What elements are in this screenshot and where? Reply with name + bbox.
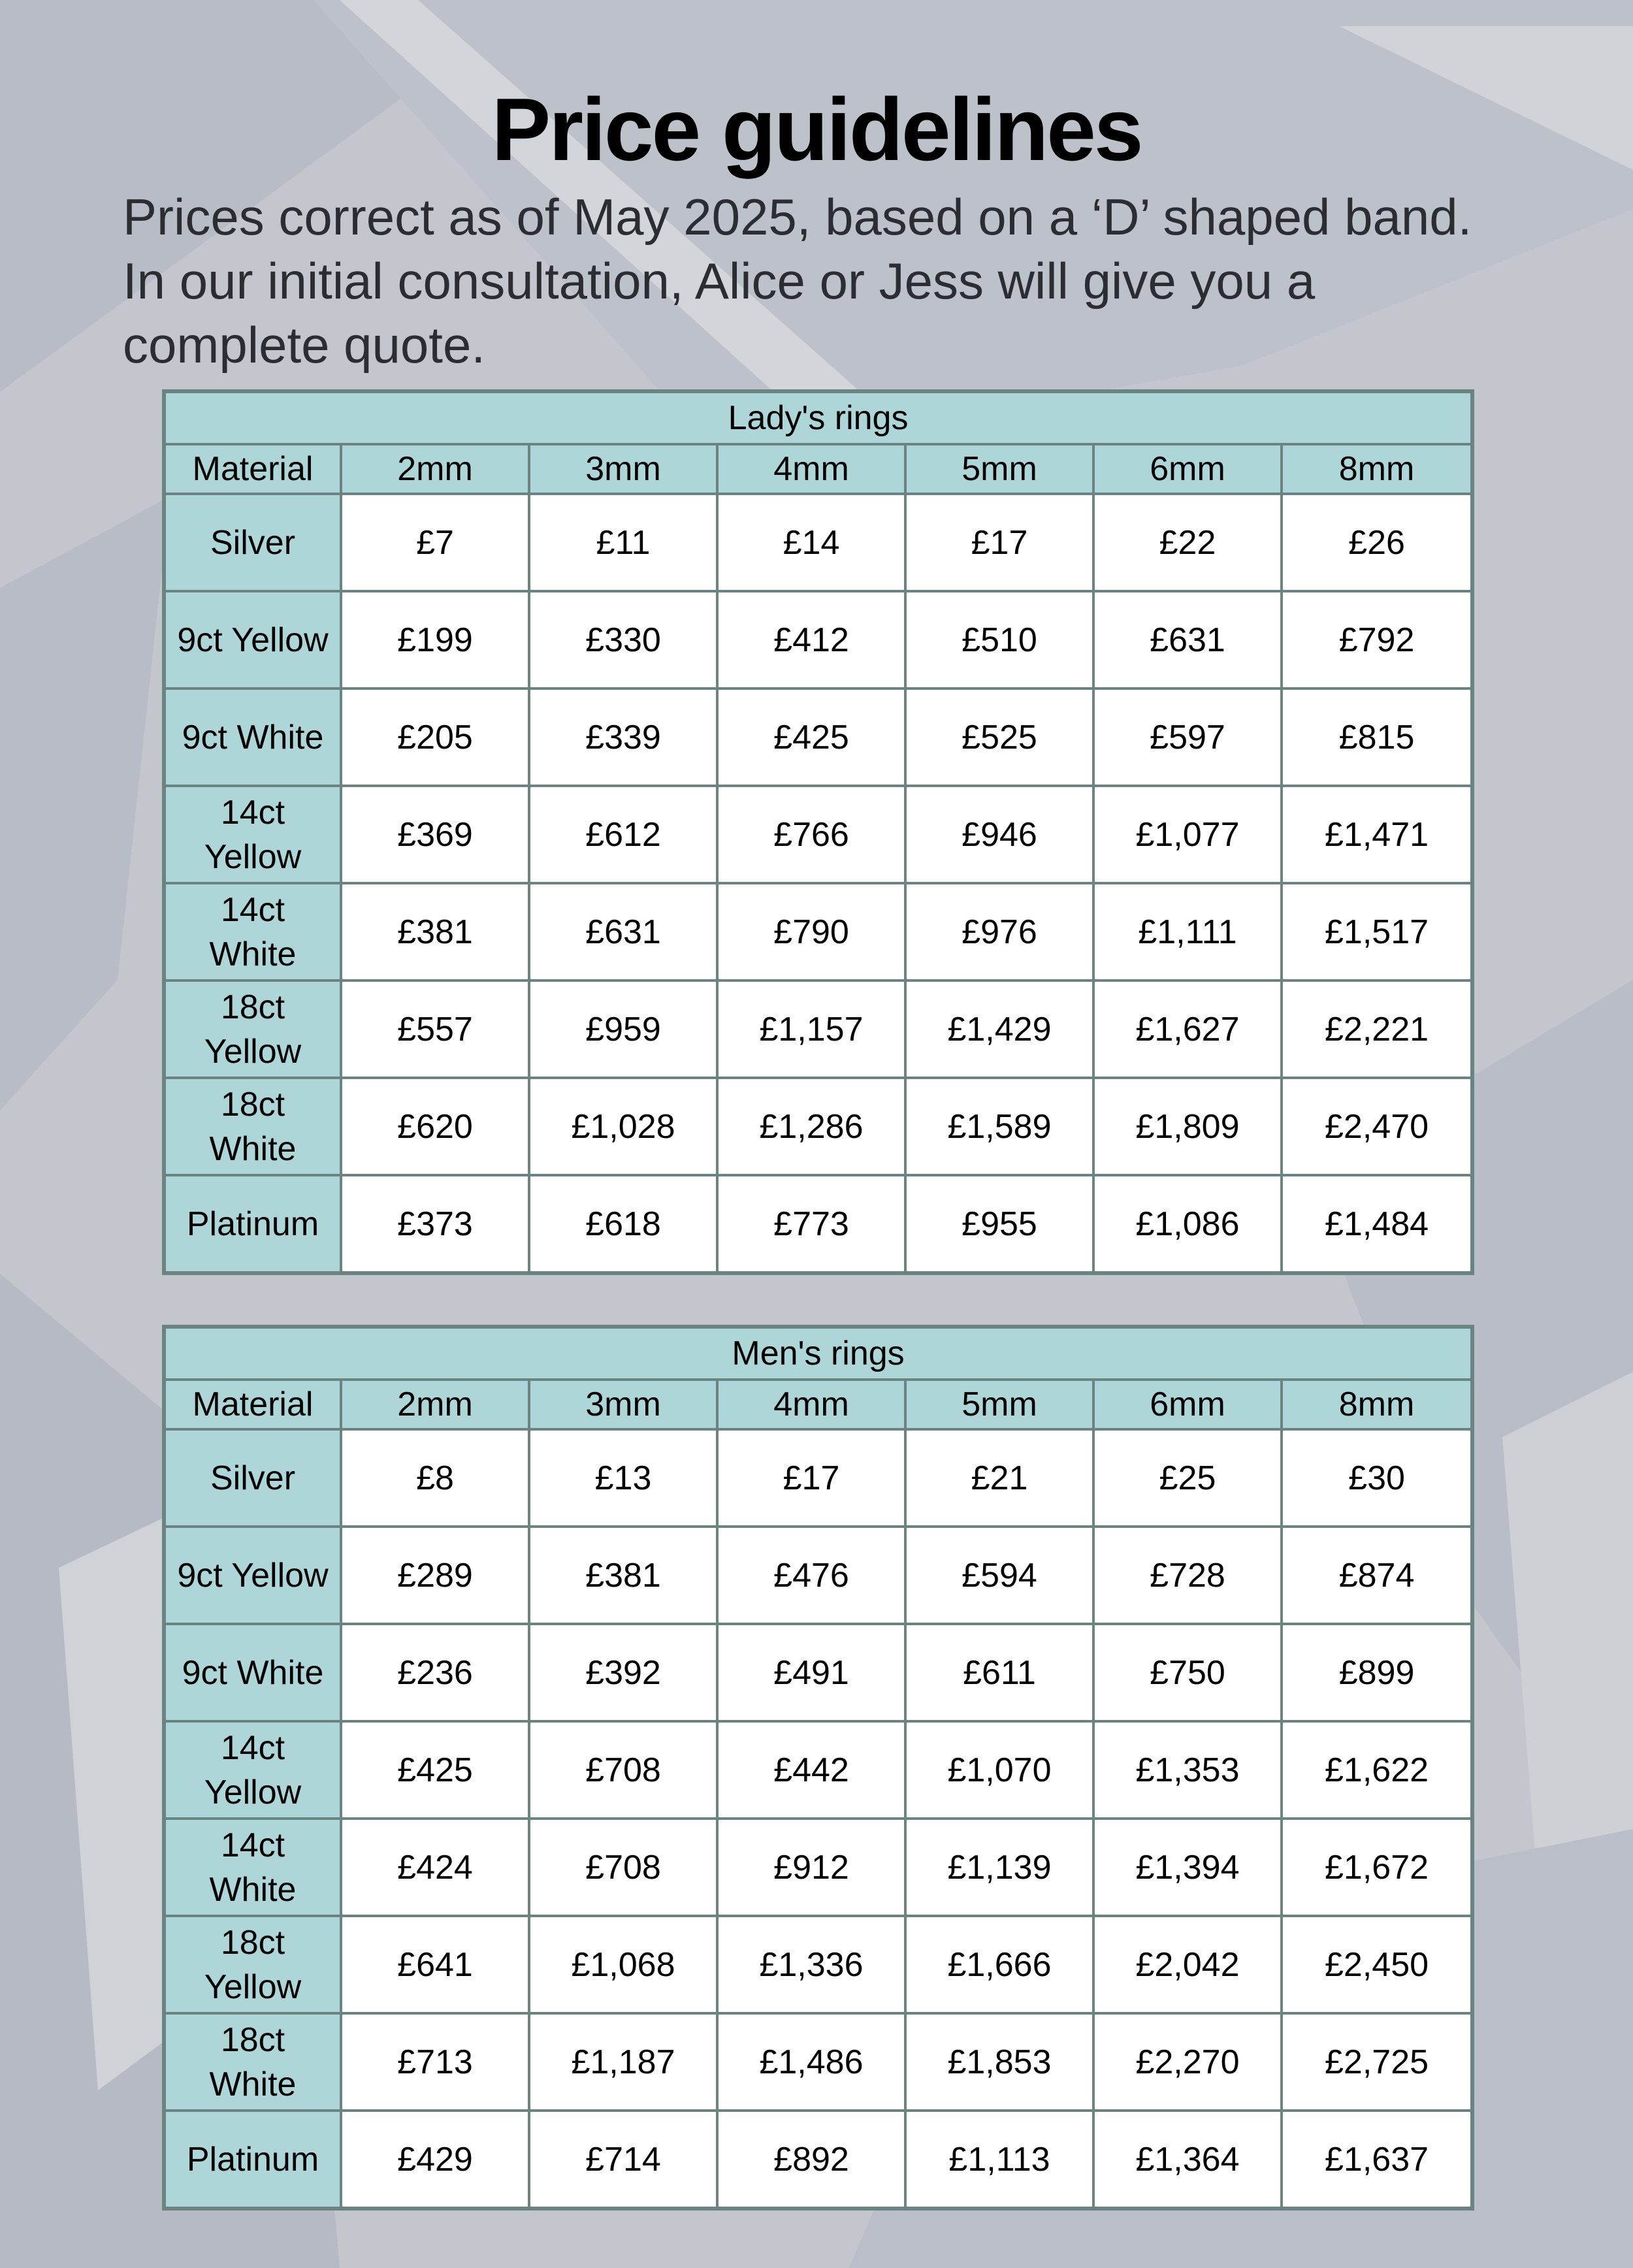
intro-line: complete quote. — [123, 316, 486, 374]
price-cell: £708 — [529, 1819, 717, 1916]
price-cell: £597 — [1093, 688, 1282, 786]
mens-rings-body — [164, 1327, 1472, 2209]
material-label: 18ct White — [209, 1085, 297, 1168]
price-cell: £1,517 — [1282, 883, 1472, 980]
price-cell: £525 — [905, 688, 1093, 786]
table-row — [164, 2013, 1472, 2111]
price-cell: £1,853 — [905, 2013, 1093, 2111]
material-cell — [164, 980, 341, 1078]
material-label: Platinum — [186, 2140, 319, 2179]
material-cell — [164, 591, 341, 688]
price-cell: £425 — [341, 1721, 529, 1819]
price-cell: £1,622 — [1282, 1721, 1472, 1819]
price-cell: £30 — [1282, 1429, 1472, 1527]
intro-line: Prices correct as of May 2025, based on a ‘D’ shaped band. — [123, 188, 1472, 246]
column-header: 2mm — [341, 1380, 529, 1429]
material-label: 9ct White — [182, 718, 324, 756]
column-header: Material — [164, 1380, 341, 1429]
price-cell: £976 — [905, 883, 1093, 980]
material-label: 14ct Yellow — [204, 1728, 302, 1811]
price-cell: £1,028 — [529, 1078, 717, 1175]
material-cell — [164, 688, 341, 786]
material-cell — [164, 1624, 341, 1721]
column-header: 3mm — [529, 444, 717, 494]
price-cell: £1,429 — [905, 980, 1093, 1078]
table-row — [164, 688, 1472, 786]
price-cell: £766 — [717, 786, 905, 883]
price-cell: £892 — [717, 2111, 905, 2209]
column-header: 6mm — [1093, 1380, 1282, 1429]
material-label: Silver — [210, 523, 296, 562]
price-cell: £1,486 — [717, 2013, 905, 2111]
price-cell: £899 — [1282, 1624, 1472, 1721]
material-cell — [164, 786, 341, 883]
price-cell: £815 — [1282, 688, 1472, 786]
price-cell: £792 — [1282, 591, 1472, 688]
column-header-row — [164, 1380, 1472, 1429]
material-label: 18ct Yellow — [204, 1923, 302, 2006]
table-caption: Men's rings — [164, 1327, 1472, 1380]
price-cell: £510 — [905, 591, 1093, 688]
price-cell: £1,364 — [1093, 2111, 1282, 2209]
price-cell: £442 — [717, 1721, 905, 1819]
price-cell: £1,113 — [905, 2111, 1093, 2209]
price-cell: £424 — [341, 1819, 529, 1916]
material-label: 14ct White — [209, 1826, 297, 1909]
price-cell: £1,637 — [1282, 2111, 1472, 2209]
material-label: Platinum — [186, 1205, 319, 1243]
column-header: 8mm — [1282, 444, 1472, 494]
intro-line: In our initial consultation, Alice or Jess will give you a — [123, 252, 1316, 310]
column-header-row — [164, 444, 1472, 494]
price-cell: £2,042 — [1093, 1916, 1282, 2013]
price-cell: £959 — [529, 980, 717, 1078]
price-cell: £412 — [717, 591, 905, 688]
material-label: 14ct White — [209, 890, 297, 973]
table-row — [164, 1429, 1472, 1527]
price-cell: £1,077 — [1093, 786, 1282, 883]
price-cell: £612 — [529, 786, 717, 883]
table-row — [164, 1721, 1472, 1819]
table-caption-row — [164, 391, 1472, 444]
material-label: 18ct White — [209, 2020, 297, 2103]
table-row — [164, 980, 1472, 1078]
price-cell: £369 — [341, 786, 529, 883]
table-row — [164, 1175, 1472, 1273]
price-cell: £17 — [905, 494, 1093, 591]
price-cell: £199 — [341, 591, 529, 688]
price-cell: £26 — [1282, 494, 1472, 591]
price-cell: £618 — [529, 1175, 717, 1273]
price-cell: £2,450 — [1282, 1916, 1472, 2013]
price-cell: £236 — [341, 1624, 529, 1721]
price-cell: £1,139 — [905, 1819, 1093, 1916]
price-cell: £392 — [529, 1624, 717, 1721]
price-cell: £773 — [717, 1175, 905, 1273]
material-label: Silver — [210, 1459, 296, 1497]
column-header: 3mm — [529, 1380, 717, 1429]
price-cell: £1,187 — [529, 2013, 717, 2111]
column-header: 4mm — [717, 1380, 905, 1429]
column-header: Material — [164, 444, 341, 494]
material-label: 9ct Yellow — [177, 1556, 329, 1595]
table-row — [164, 1916, 1472, 2013]
material-label: 9ct Yellow — [177, 621, 329, 659]
material-cell — [164, 1527, 341, 1624]
price-cell: £946 — [905, 786, 1093, 883]
price-cell: £1,086 — [1093, 1175, 1282, 1273]
price-cell: £1,627 — [1093, 980, 1282, 1078]
column-header: 8mm — [1282, 1380, 1472, 1429]
price-cell: £491 — [717, 1624, 905, 1721]
table-row — [164, 1527, 1472, 1624]
price-cell: £611 — [905, 1624, 1093, 1721]
price-cell: £641 — [341, 1916, 529, 2013]
mens-rings-table — [162, 1325, 1474, 2211]
intro-text — [123, 185, 1619, 377]
price-cell: £1,394 — [1093, 1819, 1282, 1916]
material-cell — [164, 1721, 341, 1819]
page-title: Price guidelines — [491, 80, 1142, 179]
price-cell: £205 — [341, 688, 529, 786]
price-cell: £2,470 — [1282, 1078, 1472, 1175]
column-header: 5mm — [905, 1380, 1093, 1429]
table-row — [164, 1624, 1472, 1721]
price-cell: £728 — [1093, 1527, 1282, 1624]
price-cell: £339 — [529, 688, 717, 786]
price-cell: £425 — [717, 688, 905, 786]
price-cell: £1,286 — [717, 1078, 905, 1175]
material-label: 18ct Yellow — [204, 988, 302, 1071]
price-cell: £2,221 — [1282, 980, 1472, 1078]
column-header: 4mm — [717, 444, 905, 494]
price-cell: £22 — [1093, 494, 1282, 591]
price-cell: £955 — [905, 1175, 1093, 1273]
table-row — [164, 1078, 1472, 1175]
price-cell: £1,589 — [905, 1078, 1093, 1175]
price-cell: £381 — [529, 1527, 717, 1624]
price-cell: £1,471 — [1282, 786, 1472, 883]
price-cell: £1,111 — [1093, 883, 1282, 980]
price-cell: £11 — [529, 494, 717, 591]
table-row — [164, 2111, 1472, 2209]
price-cell: £1,353 — [1093, 1721, 1282, 1819]
price-cell: £8 — [341, 1429, 529, 1527]
price-cell: £14 — [717, 494, 905, 591]
table-caption: Lady's rings — [164, 391, 1472, 444]
table-row — [164, 591, 1472, 688]
material-cell — [164, 1916, 341, 2013]
material-cell — [164, 883, 341, 980]
price-cell: £594 — [905, 1527, 1093, 1624]
price-cell: £557 — [341, 980, 529, 1078]
price-cell: £790 — [717, 883, 905, 980]
table-caption-row — [164, 1327, 1472, 1380]
price-cell: £330 — [529, 591, 717, 688]
material-label: 9ct White — [182, 1653, 324, 1692]
column-header: 2mm — [341, 444, 529, 494]
price-cell: £1,070 — [905, 1721, 1093, 1819]
price-cell: £620 — [341, 1078, 529, 1175]
material-cell — [164, 2013, 341, 2111]
price-cell: £1,484 — [1282, 1175, 1472, 1273]
material-cell — [164, 1078, 341, 1175]
price-cell: £874 — [1282, 1527, 1472, 1624]
price-cell: £714 — [529, 2111, 717, 2209]
price-cell: £7 — [341, 494, 529, 591]
material-cell — [164, 1429, 341, 1527]
price-cell: £1,672 — [1282, 1819, 1472, 1916]
column-header: 6mm — [1093, 444, 1282, 494]
material-cell — [164, 494, 341, 591]
table-row — [164, 883, 1472, 980]
ladys-rings-body — [164, 391, 1472, 1273]
price-cell: £713 — [341, 2013, 529, 2111]
price-cell: £429 — [341, 2111, 529, 2209]
price-cell: £2,725 — [1282, 2013, 1472, 2111]
price-cell: £1,157 — [717, 980, 905, 1078]
price-cell: £1,336 — [717, 1916, 905, 2013]
price-cell: £708 — [529, 1721, 717, 1819]
price-cell: £476 — [717, 1527, 905, 1624]
column-header: 5mm — [905, 444, 1093, 494]
price-cell: £750 — [1093, 1624, 1282, 1721]
price-cell: £631 — [1093, 591, 1282, 688]
price-cell: £373 — [341, 1175, 529, 1273]
table-row — [164, 786, 1472, 883]
price-cell: £1,809 — [1093, 1078, 1282, 1175]
price-cell: £13 — [529, 1429, 717, 1527]
price-cell: £1,068 — [529, 1916, 717, 2013]
material-cell — [164, 2111, 341, 2209]
price-cell: £17 — [717, 1429, 905, 1527]
material-cell — [164, 1175, 341, 1273]
material-label: 14ct Yellow — [204, 793, 302, 876]
price-cell: £381 — [341, 883, 529, 980]
ladys-rings-table — [162, 389, 1474, 1275]
price-cell: £25 — [1093, 1429, 1282, 1527]
material-cell — [164, 1819, 341, 1916]
table-row — [164, 1819, 1472, 1916]
table-row — [164, 494, 1472, 591]
price-cell: £1,666 — [905, 1916, 1093, 2013]
price-cell: £912 — [717, 1819, 905, 1916]
price-cell: £631 — [529, 883, 717, 980]
price-cell: £289 — [341, 1527, 529, 1624]
price-cell: £2,270 — [1093, 2013, 1282, 2111]
price-cell: £21 — [905, 1429, 1093, 1527]
